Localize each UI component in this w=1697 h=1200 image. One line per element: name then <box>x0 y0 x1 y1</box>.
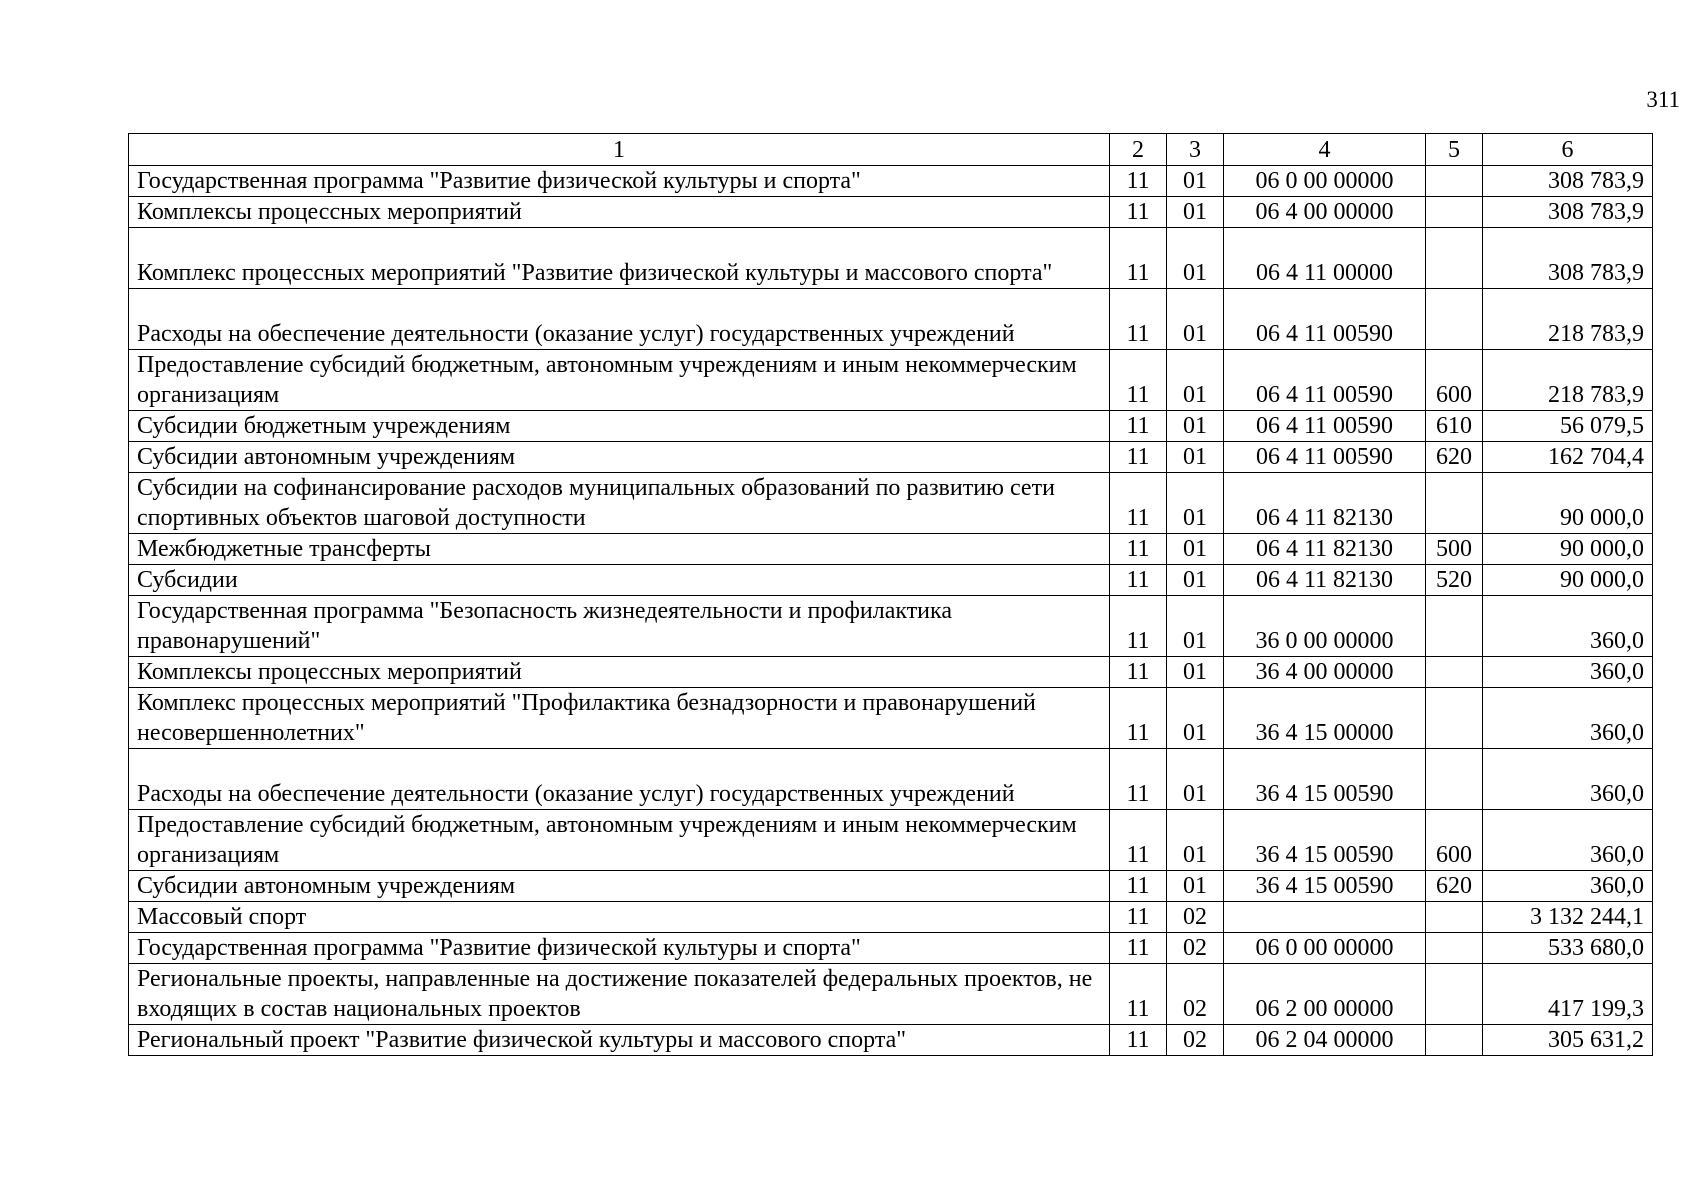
row-section-cell: 11 <box>1110 228 1167 289</box>
row-expense-type-cell <box>1426 166 1483 197</box>
row-name-cell: Расходы на обеспечение деятельности (оказание услуг) государственных учреждений <box>129 749 1110 810</box>
row-amount-cell: 360,0 <box>1483 596 1653 657</box>
row-subsection-cell: 01 <box>1167 871 1224 902</box>
row-name-cell: Комплекс процессных мероприятий "Развитие физической культуры и массового спорта" <box>129 228 1110 289</box>
row-amount-cell: 90 000,0 <box>1483 534 1653 565</box>
row-subsection-cell: 01 <box>1167 596 1224 657</box>
row-target-code-cell: 06 4 11 00590 <box>1224 442 1426 473</box>
row-section-cell: 11 <box>1110 289 1167 350</box>
table-row <box>129 657 1653 688</box>
table-row <box>129 197 1653 228</box>
row-name-cell: Государственная программа "Развитие физической культуры и спорта" <box>129 933 1110 964</box>
row-target-code-cell: 06 2 04 00000 <box>1224 1025 1426 1056</box>
row-expense-type-cell: 600 <box>1426 350 1483 411</box>
row-name-cell: Региональный проект "Развитие физической культуры и массового спорта" <box>129 1025 1110 1056</box>
table-row <box>129 688 1653 749</box>
row-target-code-cell: 06 4 11 82130 <box>1224 534 1426 565</box>
row-target-code-cell: 06 2 00 00000 <box>1224 964 1426 1025</box>
row-amount-cell: 56 079,5 <box>1483 411 1653 442</box>
row-name-cell: Предоставление субсидий бюджетным, автономным учреждениям и иным некоммерческим организациям <box>129 350 1110 411</box>
row-amount-cell: 90 000,0 <box>1483 565 1653 596</box>
row-amount-cell: 533 680,0 <box>1483 933 1653 964</box>
table-row <box>129 933 1653 964</box>
row-subsection-cell: 01 <box>1167 534 1224 565</box>
row-section-cell: 11 <box>1110 688 1167 749</box>
row-name-cell: Комплексы процессных мероприятий <box>129 657 1110 688</box>
row-subsection-cell: 01 <box>1167 289 1224 350</box>
row-amount-cell: 360,0 <box>1483 657 1653 688</box>
row-section-cell: 11 <box>1110 964 1167 1025</box>
row-amount-cell: 360,0 <box>1483 810 1653 871</box>
row-section-cell: 11 <box>1110 442 1167 473</box>
table-row <box>129 902 1653 933</box>
row-name-cell: Расходы на обеспечение деятельности (оказание услуг) государственных учреждений <box>129 289 1110 350</box>
row-name-cell: Субсидии автономным учреждениям <box>129 871 1110 902</box>
row-target-code-cell: 36 4 15 00000 <box>1224 688 1426 749</box>
table-row <box>129 166 1653 197</box>
table-row <box>129 565 1653 596</box>
row-amount-cell: 308 783,9 <box>1483 197 1653 228</box>
row-amount-cell: 308 783,9 <box>1483 166 1653 197</box>
row-expense-type-cell: 620 <box>1426 871 1483 902</box>
row-subsection-cell: 01 <box>1167 166 1224 197</box>
row-expense-type-cell <box>1426 964 1483 1025</box>
row-expense-type-cell <box>1426 473 1483 534</box>
row-subsection-cell: 02 <box>1167 933 1224 964</box>
row-name-cell: Государственная программа "Безопасность жизнедеятельности и профилактика правонарушений" <box>129 596 1110 657</box>
row-section-cell: 11 <box>1110 871 1167 902</box>
row-section-cell: 11 <box>1110 657 1167 688</box>
row-name-cell: Межбюджетные трансферты <box>129 534 1110 565</box>
row-amount-cell: 360,0 <box>1483 749 1653 810</box>
row-subsection-cell: 01 <box>1167 657 1224 688</box>
row-name-cell: Массовый спорт <box>129 902 1110 933</box>
row-amount-cell: 360,0 <box>1483 871 1653 902</box>
row-target-code-cell: 06 4 00 00000 <box>1224 197 1426 228</box>
row-name-cell: Региональные проекты, направленные на достижение показателей федеральных проектов, не входящих в состав национальных проектов <box>129 964 1110 1025</box>
row-expense-type-cell: 610 <box>1426 411 1483 442</box>
row-subsection-cell: 02 <box>1167 1025 1224 1056</box>
row-subsection-cell: 01 <box>1167 749 1224 810</box>
row-expense-type-cell <box>1426 1025 1483 1056</box>
table-row <box>129 442 1653 473</box>
row-name-cell: Субсидии <box>129 565 1110 596</box>
page-number: 311 <box>1646 87 1680 112</box>
table-row <box>129 350 1653 411</box>
row-expense-type-cell <box>1426 933 1483 964</box>
table-row <box>129 810 1653 871</box>
row-amount-cell: 305 631,2 <box>1483 1025 1653 1056</box>
table-row <box>129 411 1653 442</box>
row-amount-cell: 162 704,4 <box>1483 442 1653 473</box>
row-section-cell: 11 <box>1110 197 1167 228</box>
row-section-cell: 11 <box>1110 411 1167 442</box>
row-target-code-cell: 36 4 15 00590 <box>1224 810 1426 871</box>
row-expense-type-cell <box>1426 289 1483 350</box>
row-subsection-cell: 02 <box>1167 902 1224 933</box>
table-header-row <box>129 134 1653 166</box>
row-expense-type-cell <box>1426 228 1483 289</box>
row-target-code-cell: 06 4 11 82130 <box>1224 565 1426 596</box>
row-subsection-cell: 02 <box>1167 964 1224 1025</box>
row-name-cell: Субсидии автономным учреждениям <box>129 442 1110 473</box>
table-row <box>129 534 1653 565</box>
table-row <box>129 289 1653 350</box>
row-section-cell: 11 <box>1110 933 1167 964</box>
row-amount-cell: 360,0 <box>1483 688 1653 749</box>
row-name-cell: Субсидии на софинансирование расходов муниципальных образований по развитию сети спортивных объектов шаговой доступности <box>129 473 1110 534</box>
table-row <box>129 1025 1653 1056</box>
row-expense-type-cell <box>1426 657 1483 688</box>
row-target-code-cell <box>1224 902 1426 933</box>
row-subsection-cell: 01 <box>1167 810 1224 871</box>
row-section-cell: 11 <box>1110 473 1167 534</box>
row-expense-type-cell <box>1426 902 1483 933</box>
row-section-cell: 11 <box>1110 596 1167 657</box>
row-section-cell: 11 <box>1110 1025 1167 1056</box>
row-expense-type-cell <box>1426 197 1483 228</box>
row-target-code-cell: 36 4 00 00000 <box>1224 657 1426 688</box>
column-header: 3 <box>1167 134 1224 166</box>
row-section-cell: 11 <box>1110 534 1167 565</box>
table-row <box>129 964 1653 1025</box>
row-section-cell: 11 <box>1110 902 1167 933</box>
row-target-code-cell: 36 4 15 00590 <box>1224 749 1426 810</box>
row-target-code-cell: 06 4 11 00590 <box>1224 411 1426 442</box>
row-amount-cell: 3 132 244,1 <box>1483 902 1653 933</box>
row-section-cell: 11 <box>1110 350 1167 411</box>
row-expense-type-cell <box>1426 688 1483 749</box>
column-header: 6 <box>1483 134 1653 166</box>
table-row <box>129 228 1653 289</box>
row-subsection-cell: 01 <box>1167 411 1224 442</box>
row-section-cell: 11 <box>1110 565 1167 596</box>
row-name-cell: Комплексы процессных мероприятий <box>129 197 1110 228</box>
row-subsection-cell: 01 <box>1167 350 1224 411</box>
row-subsection-cell: 01 <box>1167 688 1224 749</box>
row-amount-cell: 417 199,3 <box>1483 964 1653 1025</box>
budget-table <box>128 133 1653 1056</box>
row-name-cell: Государственная программа "Развитие физической культуры и спорта" <box>129 166 1110 197</box>
column-header: 1 <box>129 134 1110 166</box>
row-target-code-cell: 06 4 11 82130 <box>1224 473 1426 534</box>
row-name-cell: Субсидии бюджетным учреждениям <box>129 411 1110 442</box>
table-row <box>129 473 1653 534</box>
row-name-cell: Комплекс процессных мероприятий "Профилактика безнадзорности и правонарушений несовершеннолетних" <box>129 688 1110 749</box>
table-row <box>129 596 1653 657</box>
row-subsection-cell: 01 <box>1167 473 1224 534</box>
row-target-code-cell: 06 4 11 00590 <box>1224 350 1426 411</box>
row-target-code-cell: 06 4 11 00000 <box>1224 228 1426 289</box>
row-subsection-cell: 01 <box>1167 228 1224 289</box>
row-subsection-cell: 01 <box>1167 565 1224 596</box>
column-header: 2 <box>1110 134 1167 166</box>
row-target-code-cell: 36 4 15 00590 <box>1224 871 1426 902</box>
row-section-cell: 11 <box>1110 166 1167 197</box>
row-amount-cell: 90 000,0 <box>1483 473 1653 534</box>
row-amount-cell: 218 783,9 <box>1483 350 1653 411</box>
row-amount-cell: 308 783,9 <box>1483 228 1653 289</box>
row-expense-type-cell <box>1426 749 1483 810</box>
row-target-code-cell: 06 0 00 00000 <box>1224 166 1426 197</box>
table-row <box>129 749 1653 810</box>
row-section-cell: 11 <box>1110 749 1167 810</box>
row-target-code-cell: 06 4 11 00590 <box>1224 289 1426 350</box>
column-header: 5 <box>1426 134 1483 166</box>
row-name-cell: Предоставление субсидий бюджетным, автономным учреждениям и иным некоммерческим организациям <box>129 810 1110 871</box>
row-expense-type-cell: 520 <box>1426 565 1483 596</box>
row-subsection-cell: 01 <box>1167 197 1224 228</box>
row-section-cell: 11 <box>1110 810 1167 871</box>
row-expense-type-cell: 500 <box>1426 534 1483 565</box>
row-subsection-cell: 01 <box>1167 442 1224 473</box>
row-expense-type-cell <box>1426 596 1483 657</box>
row-target-code-cell: 36 0 00 00000 <box>1224 596 1426 657</box>
table-row <box>129 871 1653 902</box>
row-amount-cell: 218 783,9 <box>1483 289 1653 350</box>
row-expense-type-cell: 620 <box>1426 442 1483 473</box>
row-expense-type-cell: 600 <box>1426 810 1483 871</box>
column-header: 4 <box>1224 134 1426 166</box>
row-target-code-cell: 06 0 00 00000 <box>1224 933 1426 964</box>
